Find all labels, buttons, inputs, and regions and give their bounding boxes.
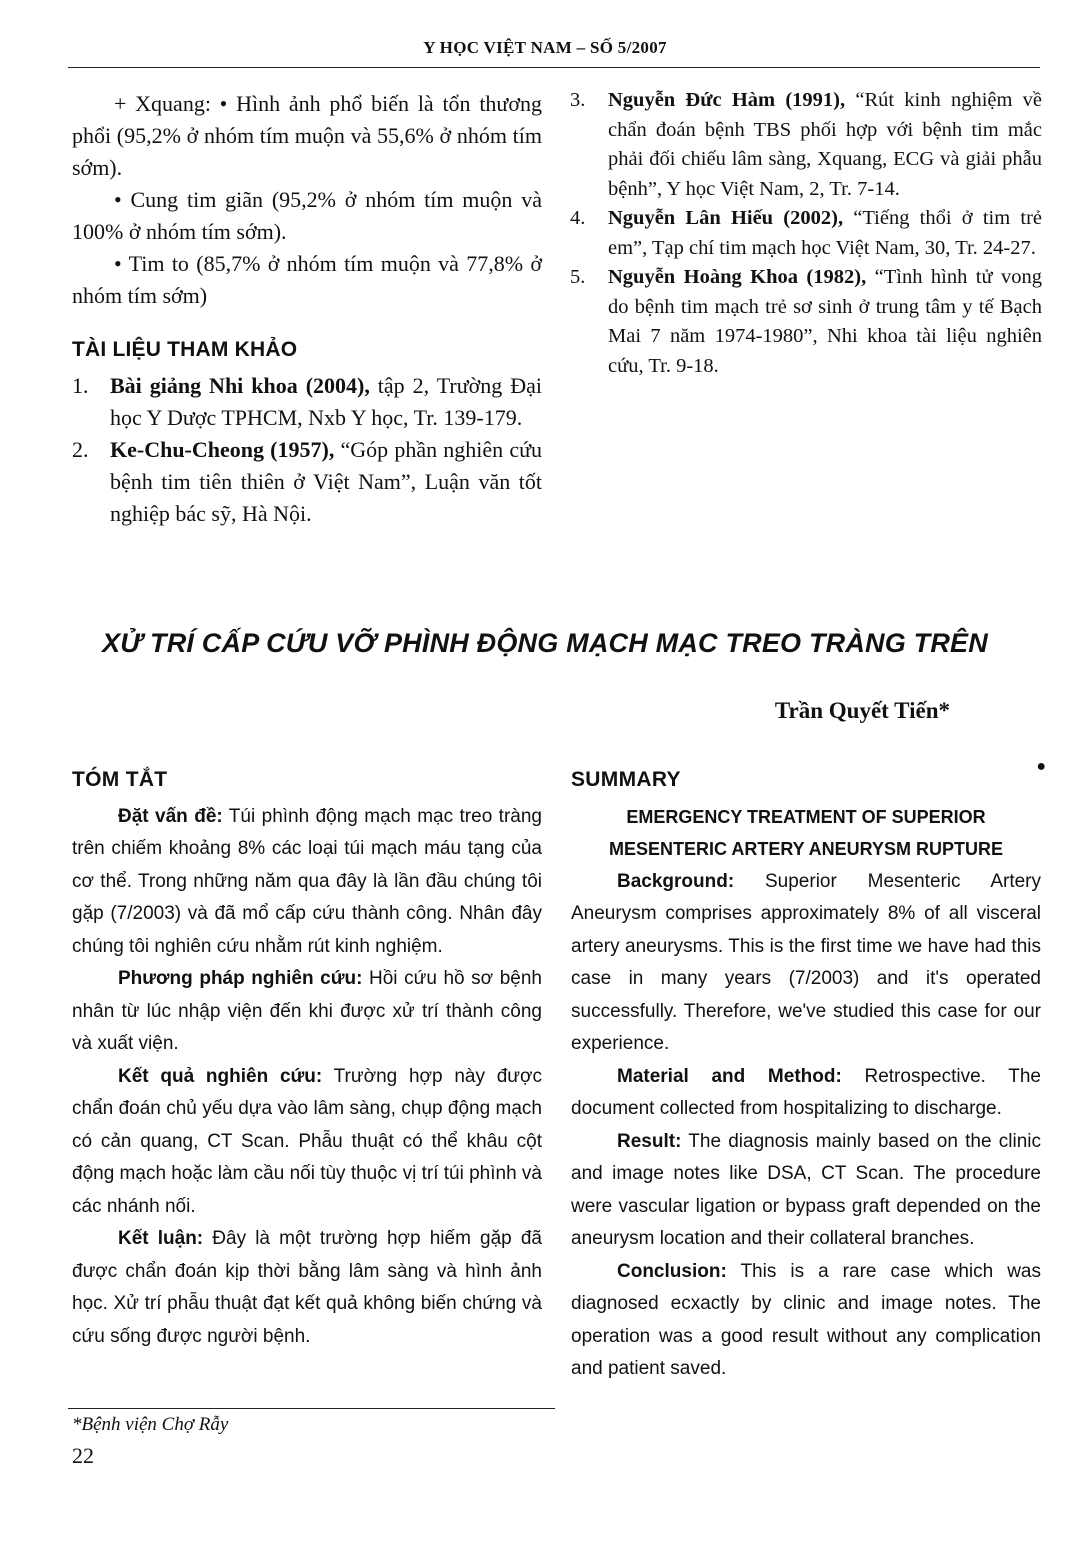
article-title: XỬ TRÍ CẤP CỨU VỠ PHÌNH ĐỘNG MẠCH MẠC TREO TRÀNG TRÊN — [102, 628, 988, 658]
reference-number: 5. — [570, 266, 586, 288]
abstract-vi-label: Kết quả nghiên cứu: — [118, 1065, 323, 1087]
page-number: 22 — [72, 1443, 94, 1468]
footnote-rule — [68, 1408, 555, 1409]
abstract-english — [571, 764, 1041, 1386]
reference-item — [570, 204, 1042, 263]
top-right-column — [570, 86, 1042, 381]
abstract-vi-text: Túi phình động mạch mạc treo tràng trên chiếm khoảng 8% các loại túi mạch máu tạng của cơ thể. Trong những năm qua đây là lần đầu chúng tôi gặp (7/2003) và đã mổ cấp cứu thành công. Nhân đây chúng tôi nghiên cứu nhằm rút kinh nghiệm. — [72, 805, 542, 957]
abstract-en-paragraph — [571, 866, 1041, 1061]
xquang-paragraph: + Xquang: • Hình ảnh phổ biến là tổn thương phổi (95,2% ở nhóm tím muộn và 55,6% ở nhóm tím sớm). — [72, 91, 542, 180]
abstract-vietnamese — [72, 764, 542, 1353]
abstract-en-heading: SUMMARY — [571, 768, 681, 791]
reference-text: “Rút kinh nghiệm về chẩn đoán bệnh TBS phối hợp với bệnh tim mắc phải đối chiếu lâm sàng, Xquang, ECG và giải phẫu bệnh”, Y học Việt Nam, 2, Tr. 7-14. — [608, 89, 1042, 200]
abstract-en-text: Superior Mesenteric Artery Aneurysm comprises approximately 8% of all visceral artery aneurysms. This is the first time we have had this case in many years (7/2003) and it's operated successfully. Therefore, we've studied this case for our experience. — [571, 870, 1041, 1054]
reference-number: 1. — [72, 373, 89, 398]
abstract-vi-text: Hồi cứu hồ sơ bệnh nhân từ lúc nhập viện đến khi được xử trí thành công và xuất viện. — [72, 968, 542, 1054]
affiliation-footnote: *Bệnh viện Chợ Rẫy — [72, 1414, 229, 1435]
abstract-vi-text: Đây là một trường hợp hiếm gặp đã được chẩn đoán kịp thời bằng lâm sàng và hình ảnh học. Xử trí phẫu thuật đạt kết quả không biến chứng và cứu sống được người bệnh. — [72, 1228, 542, 1347]
reference-item — [570, 86, 1042, 204]
reference-number: 3. — [570, 89, 586, 111]
cung-tim-paragraph: • Cung tim giãn (95,2% ở nhóm tím muộn và 100% ở nhóm tím sớm). — [72, 187, 542, 244]
reference-number: 2. — [72, 437, 89, 462]
reference-item — [72, 370, 542, 434]
top-left-column — [72, 88, 542, 530]
abstract-vi-heading: TÓM TẮT — [72, 768, 168, 791]
journal-header: Y HỌC VIỆT NAM – SỐ 5/2007 — [423, 38, 667, 57]
reference-item — [72, 434, 542, 530]
bullet-mark-icon: ● — [1036, 758, 1046, 775]
abstract-vi-text: Trường hợp này được chẩn đoán chủ yếu dựa vào lâm sàng, chụp động mạch có cản quang, CT Scan. Phẫu thuật có thể khâu cột động mạch hoặc làm cầu nối tùy thuộc vị trí túi phình và các nhánh nối. — [72, 1065, 542, 1217]
reference-author: Nguyễn Đức Hàm (1991), — [608, 89, 846, 111]
reference-author: Ke-Chu-Cheong (1957), — [110, 437, 335, 462]
abstract-en-text: The diagnosis mainly based on the clinic and image notes like DSA, CT Scan. The procedure were vascular ligation or bypass graft depended on the aneurysm location and their collateral branches. — [571, 1130, 1041, 1249]
abstract-vi-label: Đặt vấn đề: — [118, 805, 223, 827]
abstract-vi-paragraph — [72, 963, 542, 1061]
abstract-vi-paragraph — [72, 1223, 542, 1353]
header-rule — [68, 67, 1040, 68]
tim-to-paragraph: • Tim to (85,7% ở nhóm tím muộn và 77,8% ở nhóm tím sớm) — [72, 251, 542, 308]
reference-author: Nguyễn Lân Hiếu (2002), — [608, 207, 844, 229]
abstract-en-label: Material and Method: — [617, 1065, 842, 1087]
article-author: Trần Quyết Tiến* — [774, 698, 950, 723]
reference-text: “Tiếng thổi ở tim trẻ em”, Tạp chí tim mạch học Việt Nam, 30, Tr. 24-27. — [608, 207, 1042, 259]
abstract-vi-label: Kết luận: — [118, 1228, 204, 1249]
english-title-line-1: EMERGENCY TREATMENT OF SUPERIOR — [626, 806, 986, 827]
reference-text: tập 2, Trường Đại học Y Dược TPHCM, Nxb Y học, Tr. 139-179. — [110, 373, 542, 430]
abstract-en-label: Result: — [617, 1130, 682, 1152]
reference-author: Bài giảng Nhi khoa (2004), — [110, 373, 370, 398]
abstract-vi-paragraph — [72, 801, 542, 964]
abstract-en-label: Conclusion: — [617, 1260, 727, 1282]
abstract-en-text: Retrospective. The document collected from hospitalizing to discharge. — [571, 1065, 1041, 1119]
abstract-en-paragraph — [571, 1256, 1041, 1386]
reference-text: “Tình hình tử vong do bệnh tim mạch trẻ sơ sinh ở trung tâm y tế Bạch Mai 7 năm 1974-1980”, Nhi khoa tài liệu nghiên cứu, Tr. 9-18. — [608, 266, 1042, 377]
references-heading: TÀI LIỆU THAM KHẢO — [72, 338, 298, 361]
abstract-en-label: Background: — [617, 870, 735, 892]
english-title-line-2: MESENTERIC ARTERY ANEURYSM RUPTURE — [608, 839, 1004, 859]
abstract-en-text: This is a rare case which was diagnosed ecxactly by clinic and image notes. The operation was a good result without any complication and patient saved. — [571, 1260, 1041, 1379]
abstract-en-paragraph — [571, 1061, 1041, 1126]
reference-author: Nguyễn Hoàng Khoa (1982), — [608, 266, 867, 288]
abstract-vi-paragraph — [72, 1061, 542, 1224]
reference-number: 4. — [570, 207, 586, 229]
reference-text: “Góp phần nghiên cứu bệnh tim tiên thiên ở Việt Nam”, Luận văn tốt nghiệp bác sỹ, Hà Nội. — [110, 437, 543, 526]
abstract-en-paragraph — [571, 1126, 1041, 1256]
abstract-vi-label: Phương pháp nghiên cứu: — [118, 968, 363, 989]
reference-item — [570, 263, 1042, 381]
